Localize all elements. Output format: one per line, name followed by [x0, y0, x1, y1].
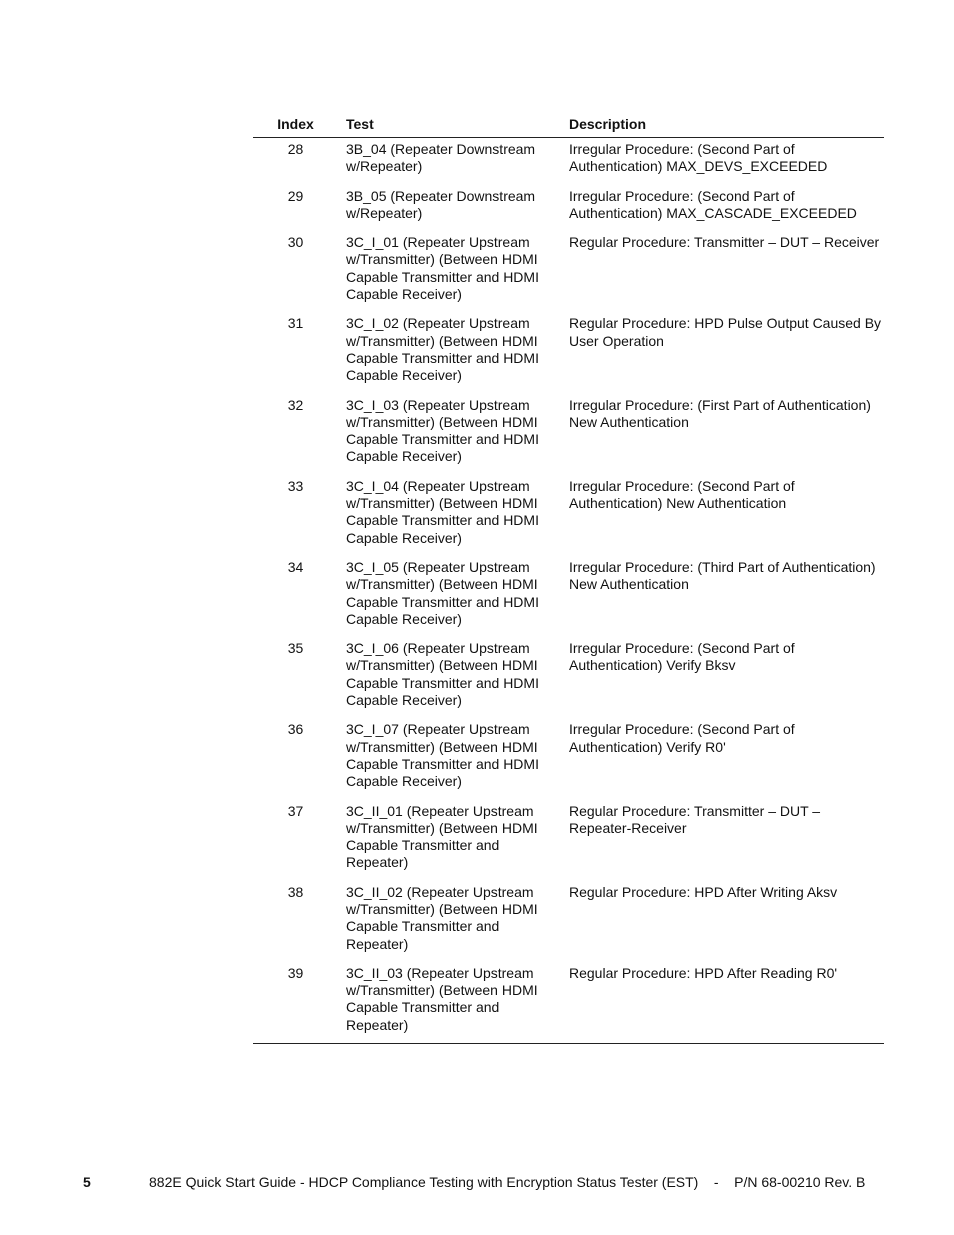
row-description: Regular Procedure: HPD Pulse Output Caused By User Operation [569, 315, 882, 349]
test-table [253, 113, 884, 1044]
row-index: 30 [287, 234, 304, 251]
table-row [253, 637, 884, 718]
row-test: 3C_II_03 (Repeater Upstream w/Transmitter) (Between HDMI Capable Transmitter and Repeater) [346, 964, 538, 1033]
row-description: Regular Procedure: HPD After Reading R0' [569, 964, 838, 981]
row-test: 3C_I_05 (Repeater Upstream w/Transmitter) (Between HDMI Capable Transmitter and HDMI Capable Receiver) [346, 558, 539, 627]
table-row [253, 962, 884, 1043]
row-description: Regular Procedure: HPD After Writing Aksv [569, 883, 838, 900]
table-bottom-rule [253, 1043, 884, 1044]
table-row [253, 231, 884, 312]
row-description: Irregular Procedure: (Second Part of Authentication) Verify R0' [569, 721, 795, 755]
row-description: Regular Procedure: Transmitter – DUT – Repeater-Receiver [569, 802, 821, 836]
row-test: 3C_I_02 (Repeater Upstream w/Transmitter) (Between HDMI Capable Transmitter and HDMI Capable Receiver) [346, 315, 539, 384]
row-test: 3C_I_03 (Repeater Upstream w/Transmitter) (Between HDMI Capable Transmitter and HDMI Capable Receiver) [346, 396, 539, 465]
row-index: 38 [287, 883, 304, 900]
header-index: Index [277, 116, 314, 132]
footer-title: 882E Quick Start Guide - HDCP Compliance Testing with Encryption Status Tester (EST) - P/N 68-00210 Rev. B [149, 1174, 866, 1190]
row-test: 3C_II_02 (Repeater Upstream w/Transmitter) (Between HDMI Capable Transmitter and Repeater) [346, 883, 538, 952]
table-body [253, 138, 884, 1044]
row-index: 33 [287, 477, 304, 494]
table-row [253, 138, 884, 185]
table-row [253, 881, 884, 962]
row-index: 28 [287, 141, 304, 157]
row-description: Irregular Procedure: (Third Part of Authentication) New Authentication [569, 558, 876, 593]
row-test: 3C_I_07 (Repeater Upstream w/Transmitter) (Between HDMI Capable Transmitter and HDMI Capable Receiver) [346, 721, 539, 790]
page-number: 5 [83, 1174, 91, 1190]
table-row [253, 475, 884, 556]
table-row [253, 394, 884, 475]
row-test: 3C_II_01 (Repeater Upstream w/Transmitter) (Between HDMI Capable Transmitter and Repeater) [346, 802, 538, 871]
row-description: Irregular Procedure: (Second Part of Authentication) MAX_CASCADE_EXCEEDED [569, 187, 857, 221]
row-index: 32 [287, 396, 304, 413]
header-description: Description [569, 116, 647, 132]
row-description: Irregular Procedure: (First Part of Authentication) New Authentication [569, 396, 871, 430]
row-description: Irregular Procedure: (Second Part of Authentication) MAX_DEVS_EXCEEDED [569, 141, 828, 175]
row-description: Irregular Procedure: (Second Part of Authentication) Verify Bksv [569, 640, 795, 674]
table-row [253, 312, 884, 393]
table-header-row [253, 113, 884, 138]
row-index: 31 [287, 315, 304, 332]
row-test: 3B_04 (Repeater Downstream w/Repeater) [346, 141, 536, 175]
table-row [253, 718, 884, 799]
row-index: 35 [287, 640, 304, 657]
table-row [253, 185, 884, 232]
row-test: 3B_05 (Repeater Downstream w/Repeater) [346, 187, 536, 221]
row-index: 37 [287, 802, 304, 819]
table-row [253, 556, 884, 637]
row-description: Regular Procedure: Transmitter – DUT – Receiver [569, 234, 880, 251]
row-index: 29 [287, 187, 304, 204]
row-description: Irregular Procedure: (Second Part of Authentication) New Authentication [569, 477, 795, 512]
row-test: 3C_I_01 (Repeater Upstream w/Transmitter) (Between HDMI Capable Transmitter and HDMI Capable Receiver) [346, 234, 539, 303]
row-index: 34 [287, 558, 304, 575]
row-index: 39 [287, 964, 304, 981]
row-index: 36 [287, 721, 304, 738]
page-footer [83, 1174, 873, 1190]
row-test: 3C_I_04 (Repeater Upstream w/Transmitter) (Between HDMI Capable Transmitter and HDMI Capable Receiver) [346, 477, 539, 546]
row-test: 3C_I_06 (Repeater Upstream w/Transmitter) (Between HDMI Capable Transmitter and HDMI Capable Receiver) [346, 640, 539, 709]
header-test: Test [346, 116, 374, 132]
table-row [253, 800, 884, 881]
